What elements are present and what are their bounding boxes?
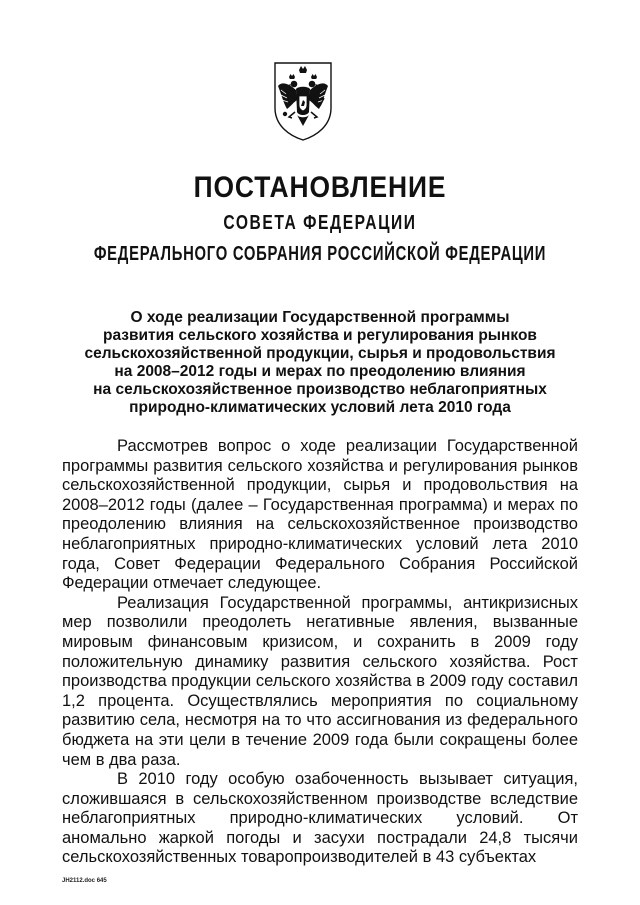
subject-line: сельскохозяйственной продукции, сырья и продовольствия: [84, 345, 556, 362]
coat-of-arms-icon: [272, 60, 334, 142]
subject-line: развития сельского хозяйства и регулирования рынков: [103, 327, 537, 344]
subject-line: на сельскохозяйственное производство неблагоприятных: [93, 381, 547, 398]
document-subject: [40, 309, 600, 417]
subject-line: О ходе реализации Государственной программы: [130, 309, 510, 326]
body-paragraph: В 2010 году особую озабоченность вызывает ситуация, сложившаяся в сельскохозяйственном производстве вследствие неблагоприятных природно-климатических условий. От аномально жаркой погоды и засухи пострадали 24,8 тысячи сельскохозяйственных товаропроизводителей в 43 субъектах: [62, 770, 578, 867]
issuer-line-1: СОВЕТА ФЕДЕРАЦИИ: [223, 212, 417, 234]
document-body: [62, 437, 578, 868]
document-title: ПОСТАНОВЛЕНИЕ: [193, 171, 447, 204]
issuer-line-2: ФЕДЕРАЛЬНОГО СОБРАНИЯ РОССИЙСКОЙ ФЕДЕРАЦИИ: [93, 243, 547, 265]
subject-line: на 2008–2012 годы и мерах по преодолению влияния: [114, 363, 526, 380]
document-code: JH2112.doc 645: [62, 878, 107, 884]
subject-line: природно-климатических условий лета 2010 года: [129, 399, 511, 416]
body-paragraph: Реализация Государственной программы, антикризисных мер позволили преодолеть негативные явления, вызванные мировым финансовым кризисом, и сохранить в 2009 году положительную динамику развития сельского хозяйства. Рост производства продукции сельского хозяйства в 2009 году составил 1,2 процента. Осуществлялись мероприятия по социальному развитию села, несмотря на то что ассигнования из федерального бюджета на эти цели в течение 2009 года были сокращены более чем в два раза.: [62, 593, 578, 769]
body-paragraph: Рассмотрев вопрос о ходе реализации Государственной программы развития сельского хозяйства и регулирования рынков сельскохозяйственной продукции, сырья и продовольствия на 2008–2012 годы (далее – Государственная программа) и мерах по преодолению влияния на сельскохозяйственное производство неблагоприятных природно-климатических условий лета 2010 года, Совет Федерации Федерального Собрания Российской Федерации отмечает следующее.: [62, 437, 578, 593]
